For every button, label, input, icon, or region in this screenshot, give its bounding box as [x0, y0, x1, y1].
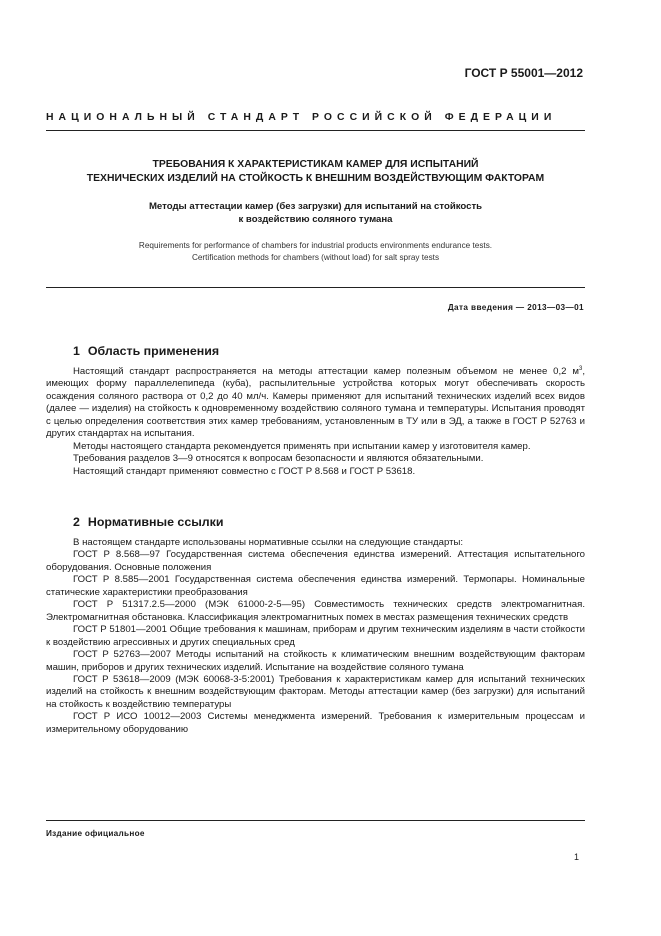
section-2-title: Нормативные ссылки — [87, 515, 224, 529]
reference-item: ГОСТ Р ИСО 10012—2003 Системы менеджмента измерений. Требования к измерительным процессам и измерительному оборудованию — [46, 711, 585, 735]
section-1-paragraph: Настоящий стандарт распространяется на методы аттестации камер полезным объемом не менее 0,2 $м^3$, имеющих форму параллелепипеда (куба), распылительные устройства которых могут обеспечивать скорость осаждения соляного раствора от 0,2 до 40 мл/ч. Камеры применяют для испытаний технических изделий всех видов (далее — изделия) на стойкость к одновременному воздействию соляного тумана и температуры. Испытания проводят с целью определения соответствия этих камер требованиям, установленным в ТУ или в ЭД, а также в ГОСТ Р 52763 и других стандартах на испытания. — [46, 365, 585, 440]
reference-item: ГОСТ Р 51801—2001 Общие требования к машинам, приборам и другим техническим изделиям в части стойкости к воздействию агрессивных и других специальных сред — [46, 624, 585, 648]
official-edition-label: Издание официальное — [46, 829, 145, 838]
reference-item: ГОСТ Р 51317.2.5—2000 (МЭК 61000-2-5—95) Совместимость технических средств электромагнитная. Электромагнитная обстановка. Классификация электромагнитных помех в местах размещения технических средств — [46, 599, 585, 623]
title-rule — [46, 287, 585, 288]
section-2-heading — [73, 515, 231, 529]
reference-item: ГОСТ Р 53618—2009 (МЭК 60068-3-5:2001) Требования к характеристикам камер для испытаний технических изделий на стойкость к внешним воздействующим факторам. Методы аттестации камер (без загрузки) для испытаний на стойкость к воздействию температуры — [46, 673, 585, 710]
section-1-heading — [73, 344, 227, 358]
section-2-intro: В настоящем стандарте использованы нормативные ссылки на следующие стандарты: — [73, 537, 464, 548]
section-1-title: Область применения — [87, 344, 220, 358]
footer-rule — [46, 820, 585, 821]
section-2-number: 2 — [73, 515, 80, 529]
english-title-line-1: Requirements for performance of chambers for industrial products environments endurance tests. — [138, 241, 493, 250]
section-1-number: 1 — [73, 344, 80, 358]
reference-item: ГОСТ Р 8.568—97 Государственная система обеспечения единства измерений. Аттестация испытательного оборудования. Основные положения — [46, 549, 585, 573]
reference-item: ГОСТ Р 52763—2007 Методы испытаний на стойкость к климатическим внешним воздействующим факторам машин, приборов и других технических изделий. Испытание на воздействие соляного тумана — [46, 649, 585, 673]
subtitle-line-2: к воздействию соляного тумана — [238, 214, 393, 225]
introduction-date: Дата введения — 2013—03—01 — [447, 303, 584, 312]
subtitle-line-1: Методы аттестации камер (без загрузки) для испытаний на стойкость — [148, 201, 483, 212]
header-rule — [46, 130, 585, 131]
national-standard-banner: НАЦИОНАЛЬНЫЙ СТАНДАРТ РОССИЙСКОЙ ФЕДЕРАЦИИ — [46, 112, 557, 123]
section-2-body — [46, 537, 585, 736]
page-number: 1 — [573, 852, 579, 862]
document-id: ГОСТ Р 55001—2012 — [464, 66, 583, 80]
section-1-paragraph: Методы настоящего стандарта рекомендуется применять при испытании камер у изготовителя камер. — [73, 440, 531, 452]
english-title-line-2: Certification methods for chambers (without load) for salt spray tests — [191, 252, 440, 262]
document-title — [46, 158, 585, 185]
section-1-body — [46, 366, 585, 478]
section-1-paragraph: Требования разделов 3—9 относятся к вопросам безопасности и являются обязательными. — [73, 453, 484, 465]
english-title — [46, 240, 585, 263]
document-subtitle — [46, 200, 585, 226]
section-1-paragraph: Настоящий стандарт применяют совместно с ГОСТ Р 8.568 и ГОСТ Р 53618. — [73, 465, 416, 477]
title-line-2: ТЕХНИЧЕСКИХ ИЗДЕЛИЙ НА СТОЙКОСТЬ К ВНЕШНИМ ВОЗДЕЙСТВУЮЩИМ ФАКТОРАМ — [86, 172, 545, 184]
title-line-1: ТРЕБОВАНИЯ К ХАРАКТЕРИСТИКАМ КАМЕР ДЛЯ ИСПЫТАНИЙ — [152, 159, 479, 170]
reference-item: ГОСТ Р 8.585—2001 Государственная система обеспечения единства измерений. Термопары. Номинальные статические характеристики преобразования — [46, 574, 585, 598]
